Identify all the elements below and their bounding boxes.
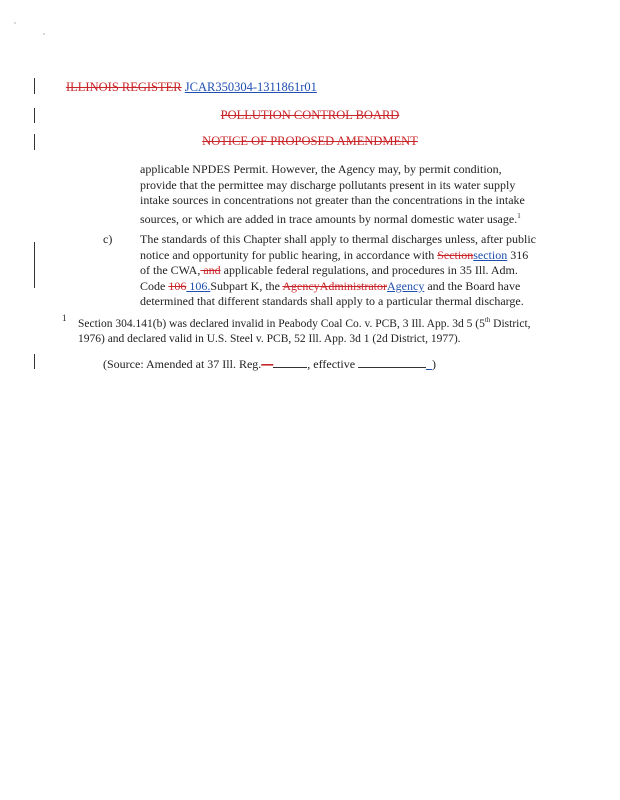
footnote-marker: 1 [62,313,67,323]
effective-date-blank [358,356,426,368]
deleted-text: AgencyAdministrator [282,278,387,293]
footnote-superscript: th [484,316,491,324]
text-run: The standards of this Chapter shall apply to thermal discharges unless, after public notice and opportunity for public hearing, in accordance with [140,232,537,262]
inserted-text: Agency [387,278,425,293]
footnote-text [78,313,548,348]
reg-page-blank [273,356,307,368]
text-run: applicable federal regulations, and procedures in 35 Ill. Adm. Code [140,263,518,293]
text-run: Subpart K, the [210,278,283,293]
text-run: 316 of the CWA, [140,247,529,278]
paragraph-b-continuation [140,162,538,227]
footnote-reference: 1 [517,211,521,220]
footnote-text-b: District, 1976) and declared valid in U.S. Steel v. PCB, 52 Ill. App. 3d 1 (2d District, 1977). [78,317,531,346]
deleted-text: 106 [168,278,187,293]
register-header [66,80,317,95]
register-title-deleted: ILLINOIS REGISTER [66,80,182,94]
source-prefix: (Source: Amended at 37 Ill. Reg. [103,357,262,371]
deleted-dash: — [261,357,274,371]
scan-speck [43,33,45,35]
inserted-text: 106. [186,278,211,293]
inserted-underscore: _ [426,357,433,371]
deleted-text: and [200,263,221,278]
inserted-text: section [473,247,508,262]
footnote-text-a: Section 304.141(b) was declared invalid in Peabody Coal Co. v. PCB, 3 Ill. App. 3d 5 (5 [78,317,485,330]
item-c-text [140,232,540,310]
source-suffix: ) [432,357,437,371]
source-note [103,356,436,372]
change-bar [34,78,35,94]
register-id-inserted: JCAR350304-1311861r01 [184,80,317,94]
text-run: and the Board have determined that different standards shall apply to a particular thermal discharge. [140,278,524,309]
item-c-label: c) [103,232,113,246]
change-bar [34,242,35,288]
change-bar [34,354,35,369]
deleted-text: Section [437,247,474,262]
scan-speck [14,22,16,24]
notice-heading: NOTICE OF PROPOSED AMENDMENT [202,134,418,148]
board-heading: POLLUTION CONTROL BOARD [220,108,400,122]
paragraph-text: applicable NPDES Permit. However, the Agency may, by permit condition, provide that the permittee may discharge pollutants present in its water supply intake sources in concentrations not greater than the concentrations in the intake sources, or which are added in trace amounts by normal domestic water usage. [140,162,525,226]
source-effective: , effective [307,357,359,371]
